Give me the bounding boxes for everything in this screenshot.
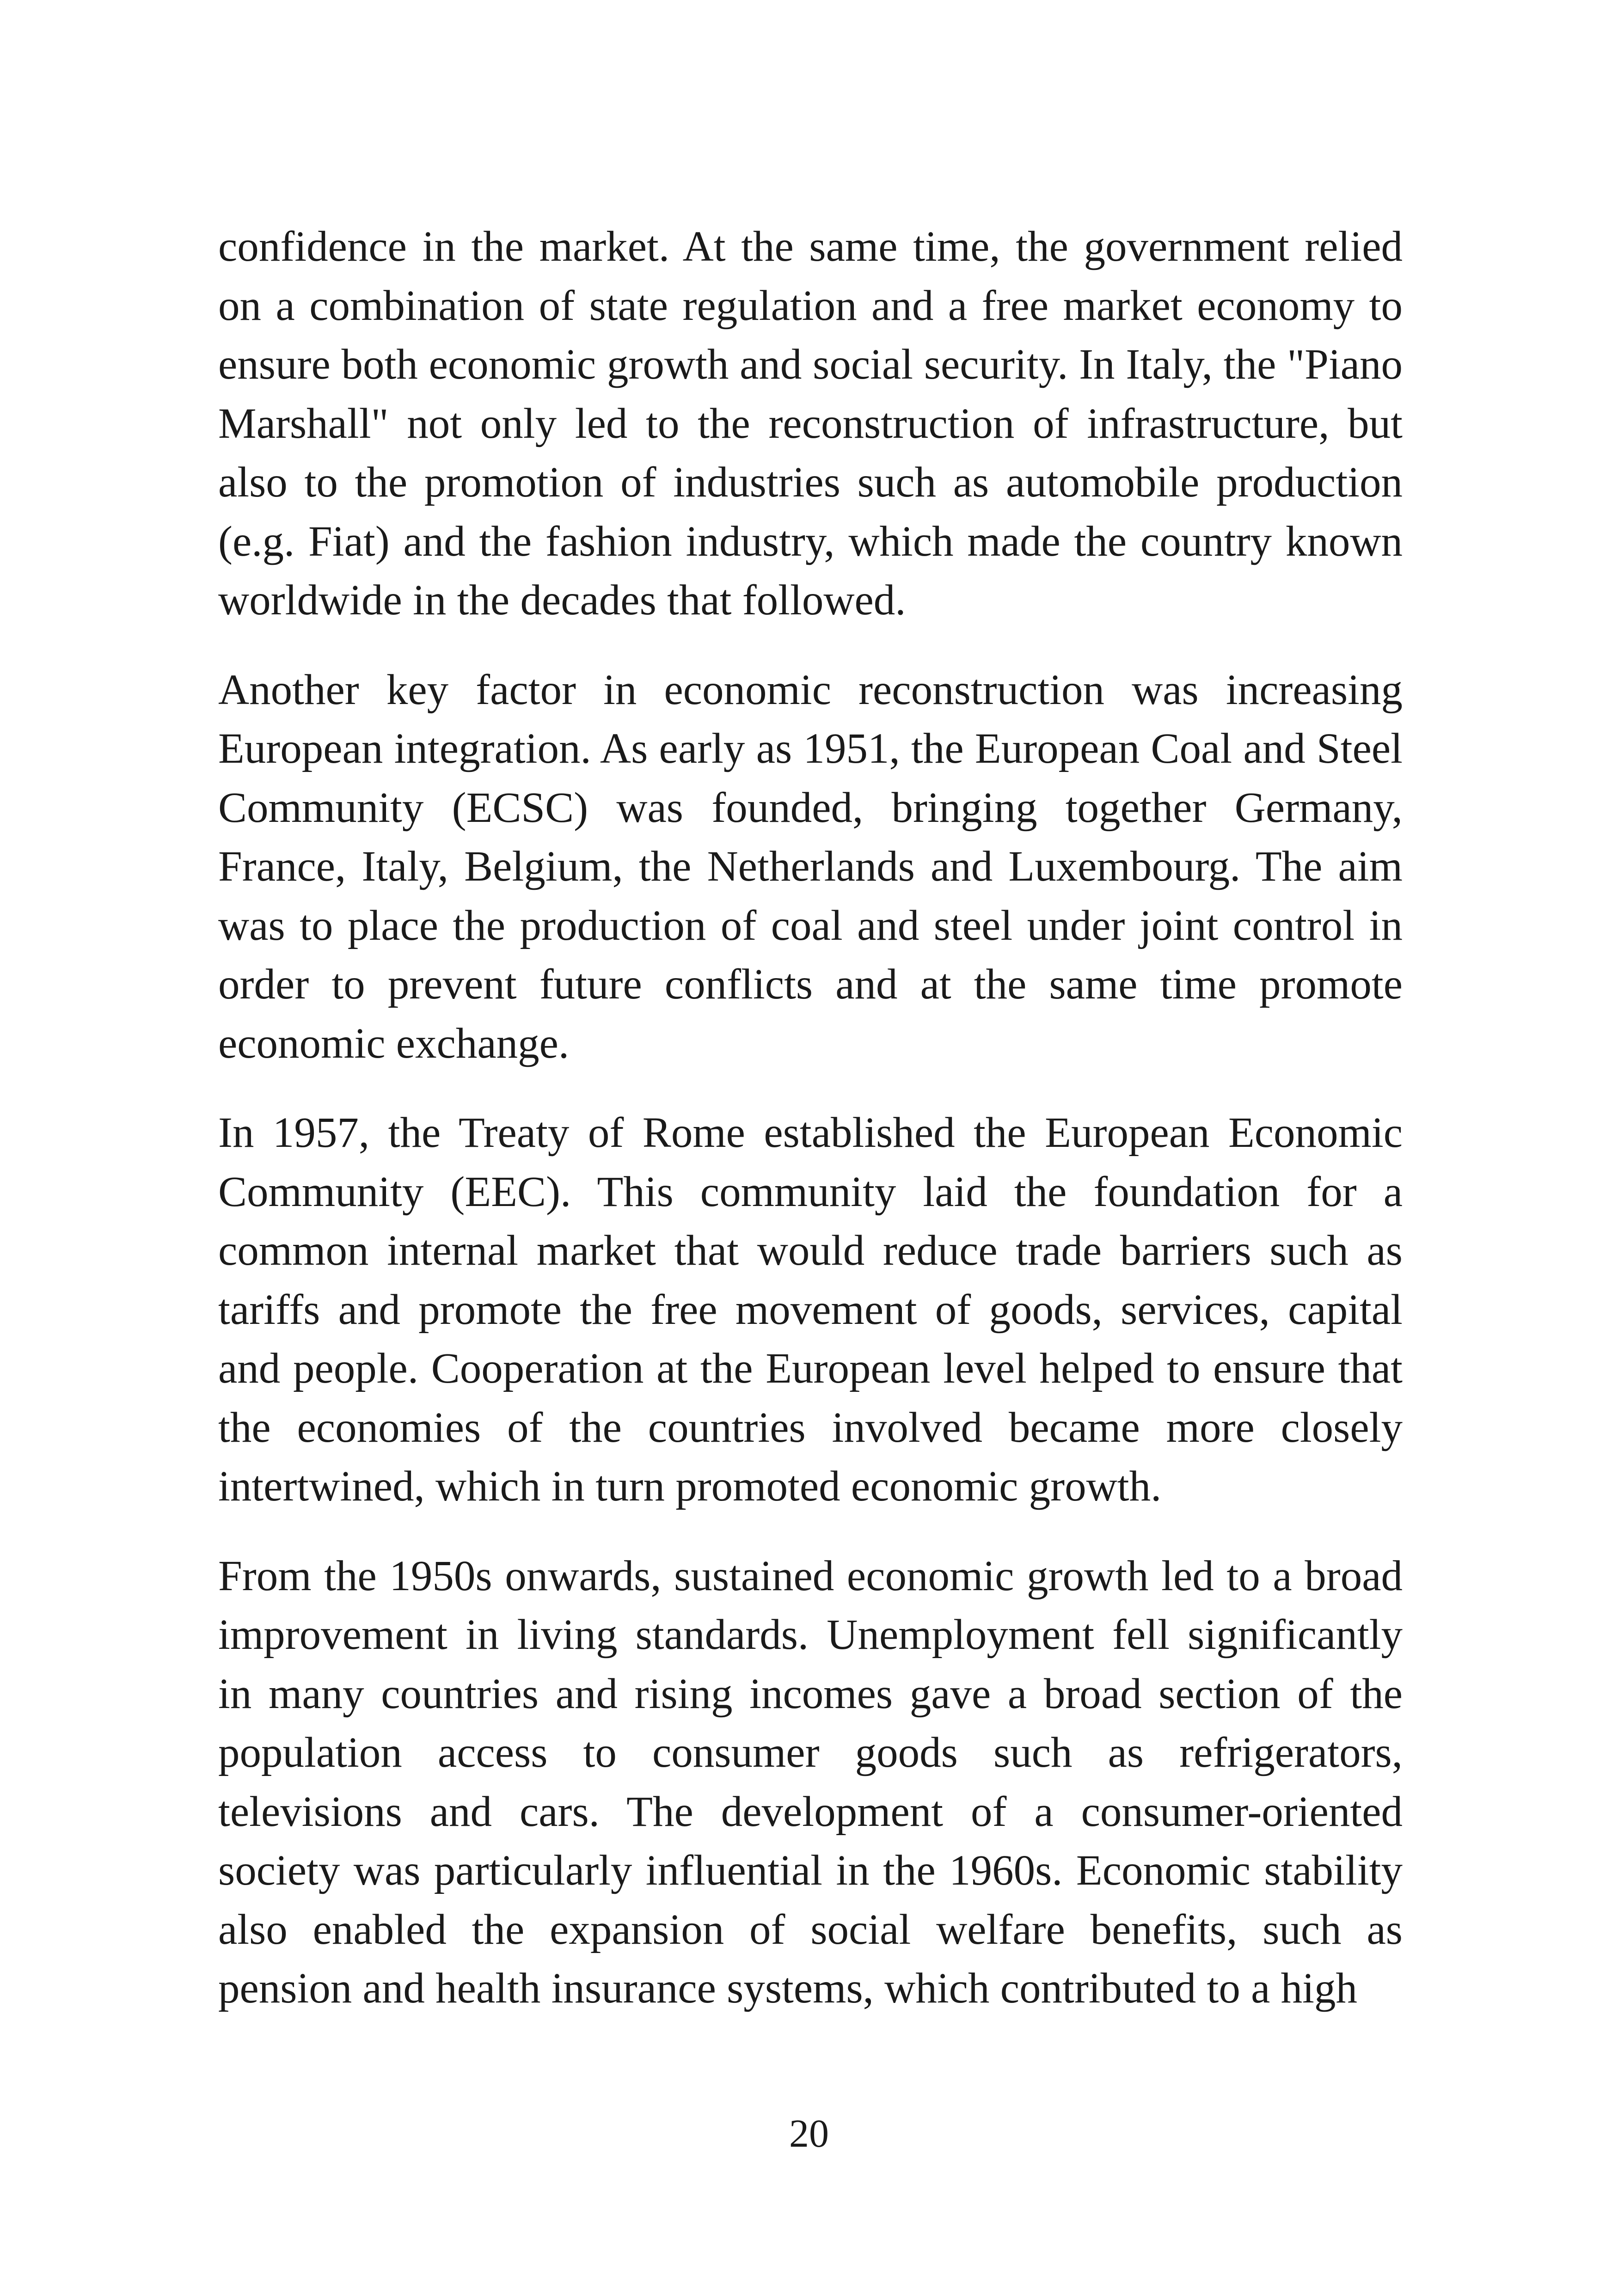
paragraph-1: confidence in the market. At the same time, the government relied on a combination of state regulation and a free market economy to ensure both economic growth and social security. In Italy, the "Piano Marshall" not only led to the reconstruction of infrastructure, but also to the promotion of industries such as automobile production (e.g. Fiat) and the fashion industry, which made the country known worldwide in the decades that followed.: [218, 223, 1403, 624]
paragraph-4: From the 1950s onwards, sustained economic growth led to a broad improvement in living standards. Unemployment fell significantly in many countries and rising incomes gave a broad section of the population access to consumer goods such as refrigerators, televisions and cars. The development of a consumer-oriented society was particularly influential in the 1960s. Economic stability also enabled the expansion of social welfare benefits, such as pension and health insurance systems, which contributed to a high: [218, 1552, 1403, 2012]
page-number: 20: [789, 2111, 829, 2155]
body-text: [218, 217, 1403, 2018]
paragraph-3: In 1957, the Treaty of Rome established the European Economic Community (EEC). This community laid the foundation for a common internal market that would reduce trade barriers such as tariffs and promote the free movement of goods, services, capital and people. Cooperation at the European level helped to ensure that the economies of the countries involved became more closely intertwined, which in turn promoted economic growth.: [218, 1109, 1403, 1510]
paragraph-2: Another key factor in economic reconstruction was increasing European integration. As early as 1951, the European Coal and Steel Community (ECSC) was founded, bringing together Germany, France, Italy, Belgium, the Netherlands and Luxembourg. The aim was to place the production of coal and steel under joint control in order to prevent future conflicts and at the same time promote economic exchange.: [218, 666, 1403, 1067]
